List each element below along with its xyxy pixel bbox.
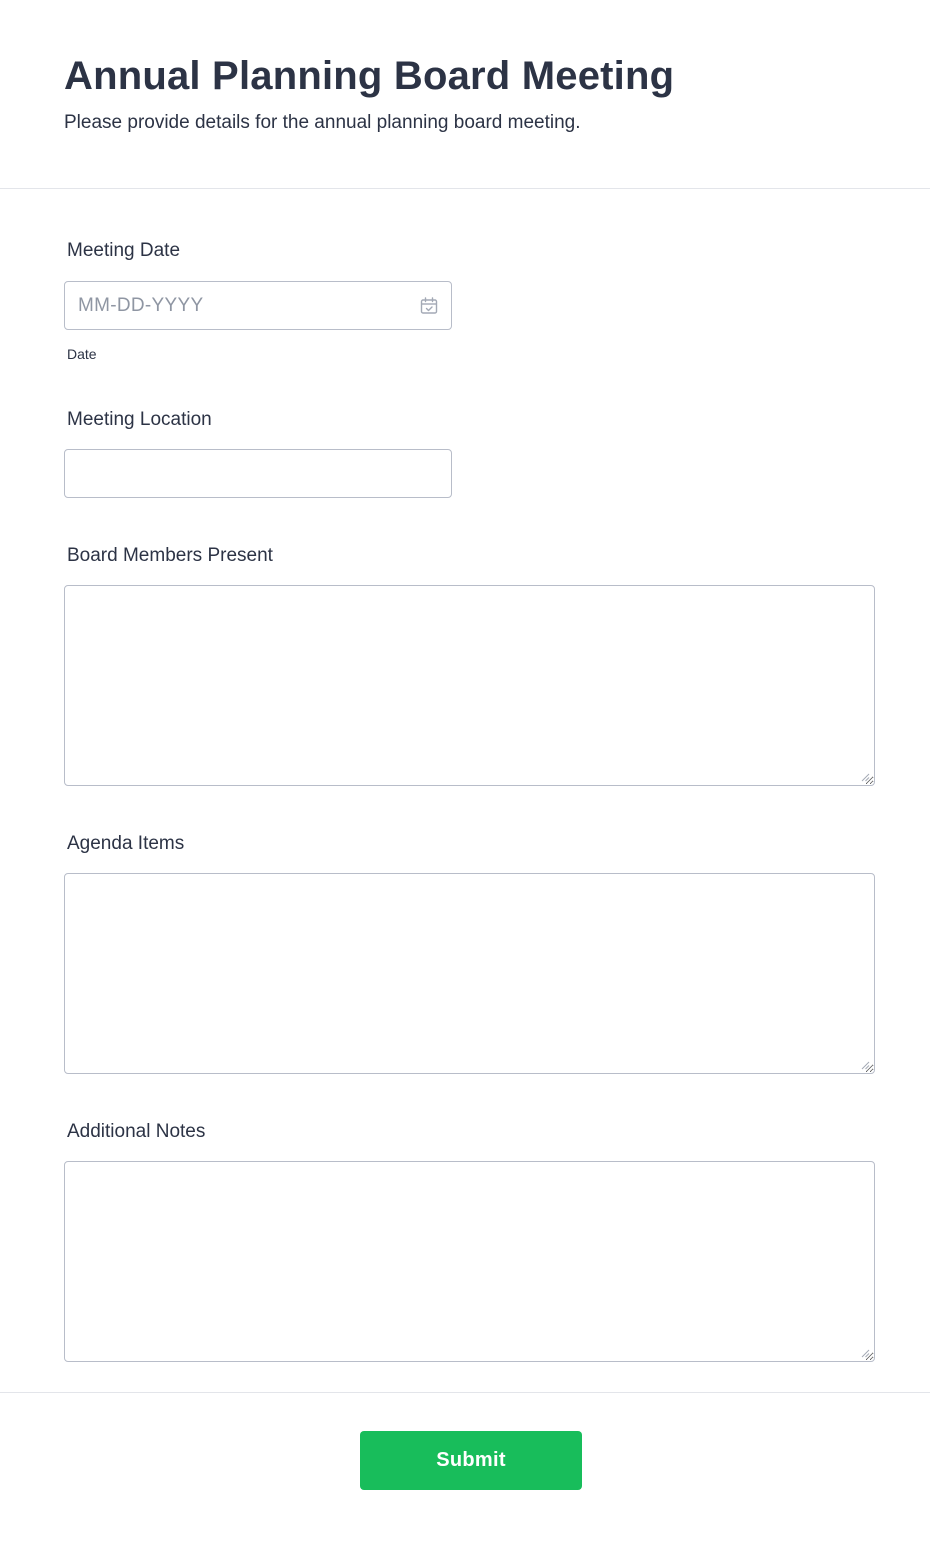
agenda-items-label: Agenda Items <box>67 833 185 854</box>
board-members-present-textarea[interactable] <box>64 585 875 786</box>
form-subtitle: Please provide details for the annual planning board meeting. <box>64 112 581 133</box>
resize-handle-icon[interactable] <box>860 1060 870 1070</box>
additional-notes-label: Additional Notes <box>67 1121 206 1142</box>
form-header <box>0 0 930 189</box>
meeting-location-input[interactable] <box>65 450 451 497</box>
form-footer <box>0 1392 930 1541</box>
meeting-date-input[interactable] <box>65 282 418 329</box>
meeting-date-label: Meeting Date <box>67 240 181 261</box>
meeting-date-sublabel: Date <box>67 346 97 362</box>
meeting-date-field <box>64 281 452 330</box>
meeting-location-label: Meeting Location <box>67 409 212 430</box>
additional-notes-textarea[interactable] <box>64 1161 875 1362</box>
board-members-present-label: Board Members Present <box>67 545 273 566</box>
calendar-icon[interactable] <box>419 296 439 316</box>
resize-handle-icon[interactable] <box>860 772 870 782</box>
submit-button[interactable]: Submit <box>360 1431 582 1490</box>
resize-handle-icon[interactable] <box>860 1348 870 1358</box>
meeting-location-field <box>64 449 452 498</box>
agenda-items-textarea[interactable] <box>64 873 875 1074</box>
form-title: Annual Planning Board Meeting <box>64 54 675 98</box>
